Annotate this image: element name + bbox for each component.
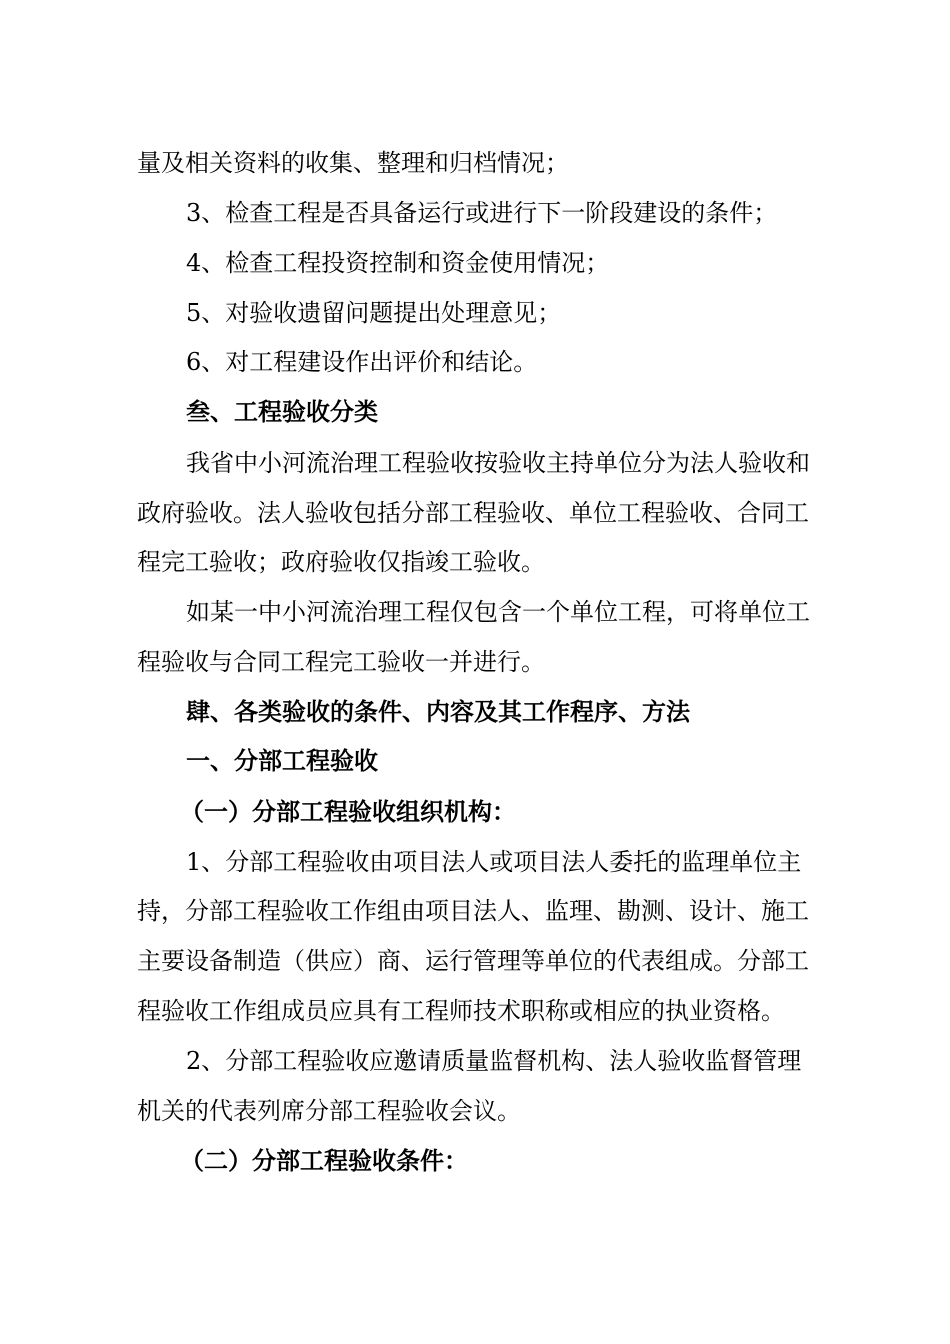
paragraph-line: 持，分部工程验收工作组由项目法人、监理、勘测、设计、施工 — [137, 897, 809, 925]
list-item: 1、分部工程验收由项目法人或项目法人委托的监理单位主 — [186, 848, 802, 876]
list-item: 6、对工程建设作出评价和结论。 — [186, 348, 538, 376]
paragraph-line: 机关的代表列席分部工程验收会议。 — [137, 1097, 521, 1125]
paragraph-line: 程验收与合同工程完工验收一并进行。 — [137, 648, 545, 676]
paragraph-line: 主要设备制造（供应）商、运行管理等单位的代表组成。分部工 — [137, 947, 809, 975]
paragraph-line: 程验收工作组成员应具有工程师技术职称或相应的执业资格。 — [137, 997, 785, 1025]
list-item: 5、对验收遗留问题提出处理意见； — [186, 299, 562, 327]
subsection-heading: （二）分部工程验收条件： — [180, 1146, 468, 1175]
section-heading: 肆、各类验收的条件、内容及其工作程序、方法 — [186, 697, 690, 726]
section-heading: 叁、工程验收分类 — [186, 397, 378, 426]
list-item: 3、检查工程是否具备运行或进行下一阶段建设的条件； — [186, 199, 778, 227]
subsection-heading: 一、分部工程验收 — [186, 746, 378, 775]
list-item: 4、检查工程投资控制和资金使用情况； — [186, 249, 610, 277]
paragraph-line: 政府验收。法人验收包括分部工程验收、单位工程验收、合同工 — [137, 499, 809, 527]
paragraph-line: 量及相关资料的收集、整理和归档情况； — [137, 149, 569, 177]
paragraph-line: 程完工验收；政府验收仅指竣工验收。 — [137, 548, 545, 576]
paragraph-line: 我省中小河流治理工程验收按验收主持单位分为法人验收和 — [186, 449, 810, 477]
list-item: 2、分部工程验收应邀请质量监督机构、法人验收监督管理 — [186, 1047, 802, 1075]
subsection-heading: （一）分部工程验收组织机构： — [180, 797, 516, 826]
paragraph-line: 如某一中小河流治理工程仅包含一个单位工程，可将单位工 — [186, 598, 810, 626]
